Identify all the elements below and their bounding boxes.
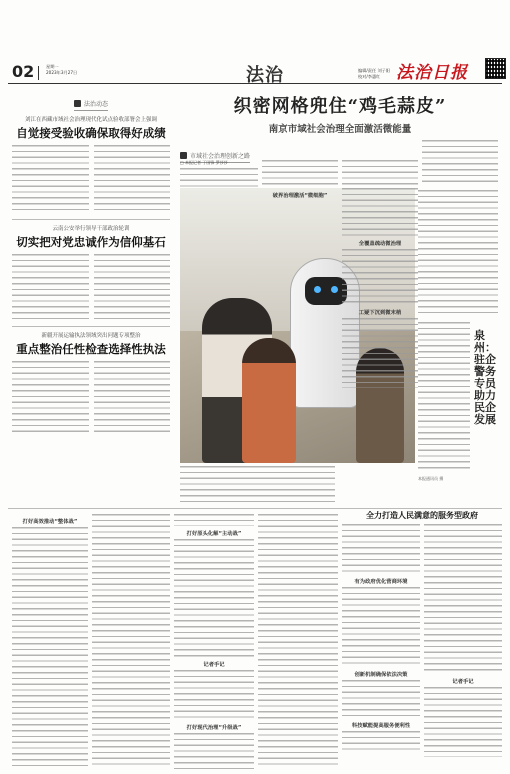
legal-news-icon [74,100,81,107]
right-subhead-2: 创新机制确保依法决策 [354,672,408,678]
article2-subtitle: 云南公安举行领导干部政治轮训 [52,226,130,232]
subhead-1-wrap [262,188,338,201]
lower-subhead-3: 打好现代治理“升级战” [186,725,242,731]
issue-date: 星期一 2023年3月27日 [46,64,78,75]
lower-col-3 [174,514,254,773]
left-news-column [12,92,170,435]
newspaper-logo: 法治日报 [396,63,468,83]
lower-subhead-2: 打好原头化解“主动战” [186,531,242,537]
lead-col-2 [262,160,338,186]
photo-caption-text [180,466,335,506]
right-lower-col-1 [342,524,420,751]
lower-col-1 [12,514,88,767]
page-number: 02 [12,62,43,81]
article1-subtitle: 刘江在西藏市域社会治理现代化试点验收部署会上强调 [24,117,157,123]
masthead [8,6,502,84]
lead-byline: □ 本报记者 丁国锋 罗莎莎 [180,160,228,165]
right-lower-headline: 全力打造人民满意的服务型政府 [366,510,478,520]
lead-col-3 [342,160,418,186]
lower-subhead-1: 打好高效推动“整体战” [22,519,78,525]
lower-col-4 [258,514,338,766]
right-lower-article [342,510,502,521]
article1-headline: 自觉接受验收确保取得好成绩 [16,126,166,140]
subhead-2: 全覆盖疏动微治理 [358,241,402,247]
lead-col-3-lower [342,188,418,388]
article3-subtitle: 新疆开展运输执法领域突出问题专项整治 [41,333,141,339]
article3-headline: 重点整治任性检查选择性执法 [16,342,166,356]
lead-article-header [180,92,500,135]
subhead-1: 破界治理激活“微细胞” [272,193,328,199]
subhead-3: 工疑下沉到微末梢 [358,310,402,316]
series-tag: 市域社会治理创新之路 [180,144,250,163]
vertical-headline: 泉州：驻企警务专员助力民企发展 [474,329,496,426]
right-text-block [418,190,498,315]
right-subhead-3: 科技赋能提高服务便利性 [351,723,411,729]
section-tag: 法治动态 [74,99,108,111]
section-title: 法治 [246,65,284,86]
series-icon [180,152,187,159]
article2-headline: 切实把对党忠诚作为信仰基石 [16,235,166,249]
lower-col-2 [92,514,170,766]
child-figure [242,338,296,463]
lead-col-4 [422,140,498,186]
right-lower-col-2 [424,524,502,757]
section-divider [8,508,502,509]
side-caption: 本报通讯员 摄 [418,476,444,481]
vertical-article [418,322,470,472]
lead-headline: 织密网格兜住“鸡毛蒜皮” [233,96,447,117]
editor-credits: 编辑/责任 刘子阳 校对/李惠红 [358,68,391,79]
qr-code-icon [485,58,506,79]
right-subhead-1: 有为政府优化营商环境 [354,579,408,585]
lead-col-1 [180,160,258,188]
note-label-1: 记者手记 [203,662,225,668]
note-label-2: 记者手记 [452,679,474,685]
lead-subheadline: 南京市域社会治理全面激活微能量 [268,124,412,135]
